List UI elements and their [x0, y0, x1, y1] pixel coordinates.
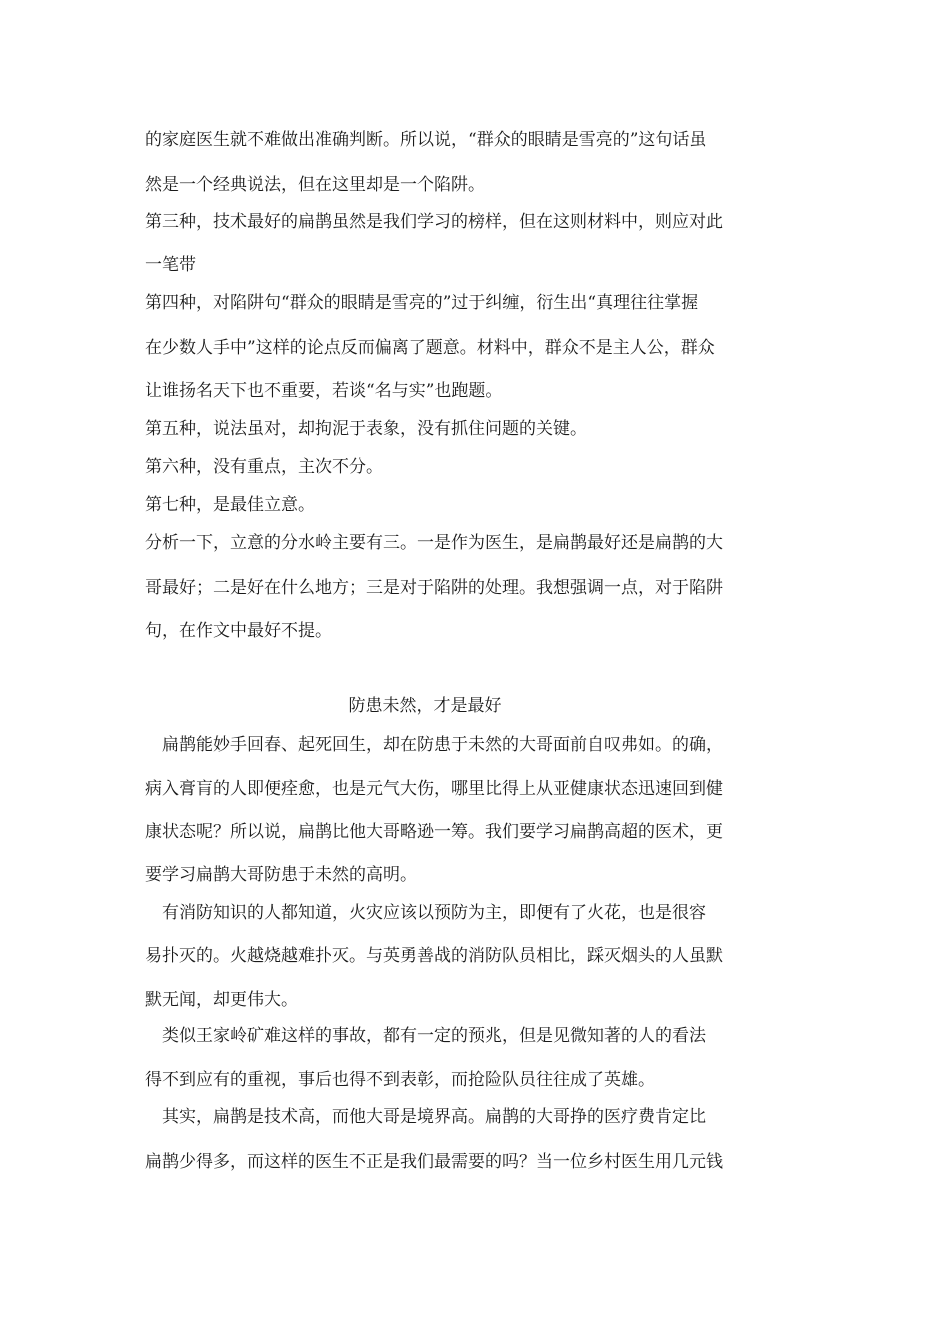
text-line: 扁鹊能妙手回春、起死回生，却在防患于未然的大哥面前自叹弗如。的确， — [145, 735, 723, 755]
text-line: 康状态呢？所以说，扁鹊比他大哥略逊一筹。我们要学习扁鹊高超的医术，更 — [145, 822, 723, 842]
text-line: 扁鹊少得多，而这样的医生不正是我们最需要的吗？当一位乡村医生用几元钱 — [145, 1152, 723, 1172]
text-line: 哥最好；二是好在什么地方；三是对于陷阱的处理。我想强调一点，对于陷阱 — [145, 578, 723, 598]
text-line: 第七种，是最佳立意。 — [145, 495, 315, 515]
text-line: 易扑灭的。火越烧越难扑灭。与英勇善战的消防队员相比，踩灭烟头的人虽默 — [145, 946, 723, 966]
text-line: 然是一个经典说法，但在这里却是一个陷阱。 — [145, 175, 485, 195]
text-line: 要学习扁鹊大哥防患于未然的高明。 — [145, 865, 417, 885]
text-line: 其实，扁鹊是技术高，而他大哥是境界高。扁鹊的大哥挣的医疗费肯定比 — [145, 1107, 706, 1127]
text-line: 第五种，说法虽对，却拘泥于表象，没有抓住问题的关键。 — [145, 419, 587, 439]
text-line: 分析一下，立意的分水岭主要有三。一是作为医生，是扁鹊最好还是扁鹊的大 — [145, 533, 723, 553]
essay-title: 防患未然，才是最好 — [348, 696, 502, 716]
text-line: 得不到应有的重视，事后也得不到表彰，而抢险队员往往成了英雄。 — [145, 1070, 655, 1090]
text-line: 类似王家岭矿难这样的事故，都有一定的预兆，但是见微知著的人的看法 — [145, 1026, 706, 1046]
text-line: 第四种，对陷阱句“群众的眼睛是雪亮的”过于纠缠，衍生出“真理往往掌握 — [145, 293, 699, 313]
text-line: 的家庭医生就不难做出准确判断。所以说，“群众的眼睛是雪亮的”这句话虽 — [145, 130, 707, 150]
text-line: 句，在作文中最好不提。 — [145, 621, 332, 641]
text-line: 让谁扬名天下也不重要，若谈“名与实”也跑题。 — [145, 381, 503, 401]
text-line: 在少数人手中”这样的论点反而偏离了题意。材料中，群众不是主人公，群众 — [145, 338, 715, 358]
text-line: 第三种，技术最好的扁鹊虽然是我们学习的榜样，但在这则材料中，则应对此 — [145, 212, 723, 232]
text-line: 有消防知识的人都知道，火灾应该以预防为主，即便有了火花，也是很容 — [145, 903, 706, 923]
text-line: 默无闻，却更伟大。 — [145, 990, 298, 1010]
text-line: 第六种，没有重点，主次不分。 — [145, 457, 383, 477]
text-line: 病入膏肓的人即便痊愈，也是元气大伤，哪里比得上从亚健康状态迅速回到健 — [145, 779, 723, 799]
text-line: 一笔带 — [145, 255, 196, 275]
